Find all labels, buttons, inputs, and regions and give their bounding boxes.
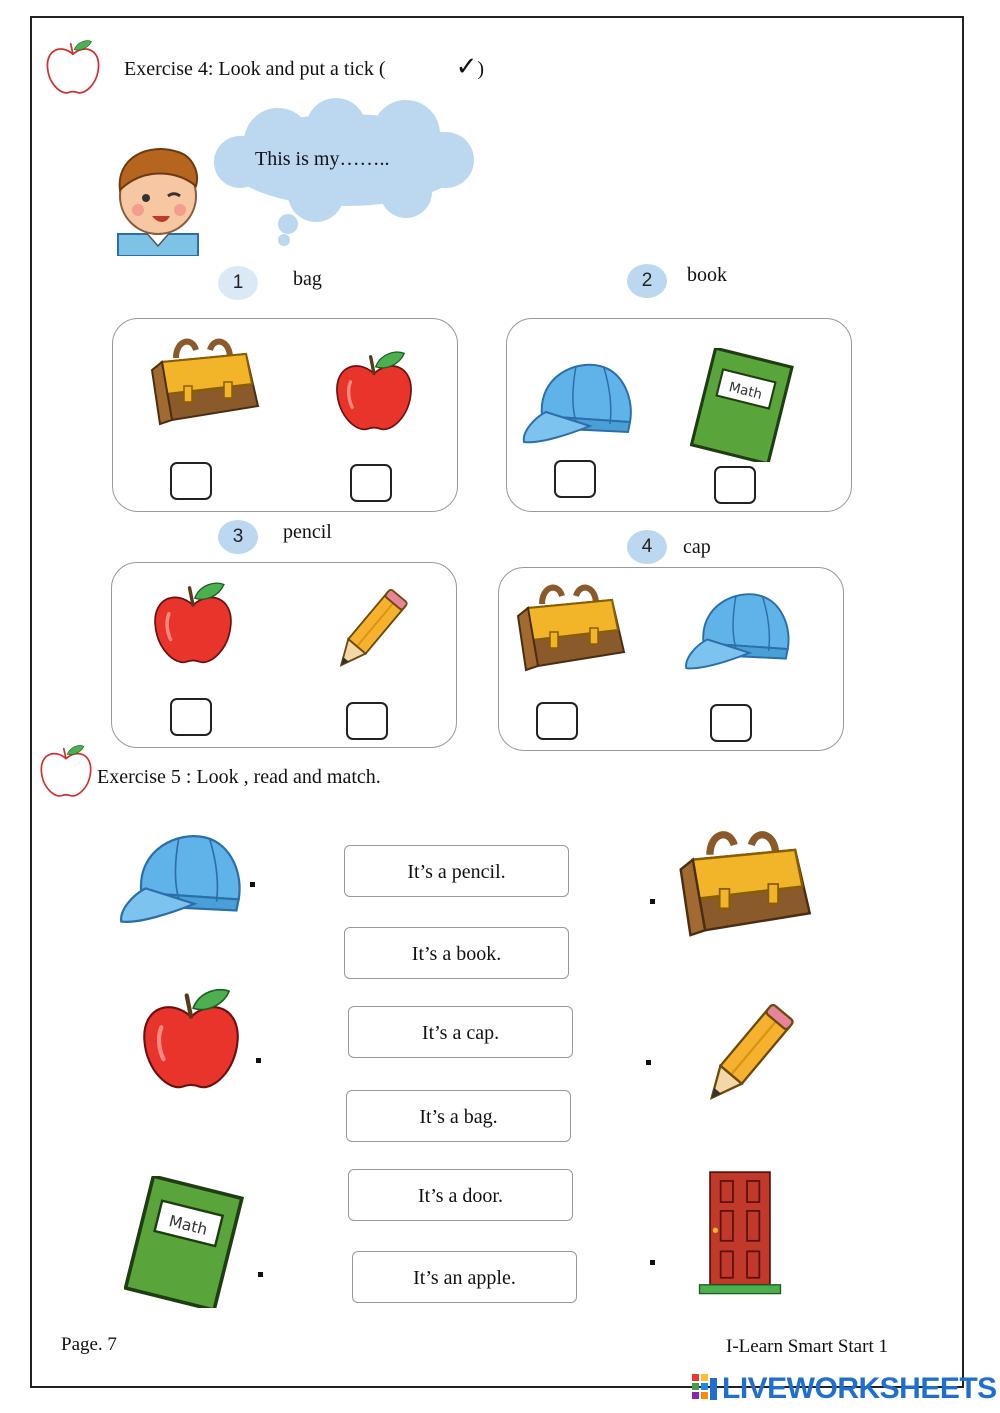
tick-box-2b[interactable] xyxy=(714,466,756,504)
item-word-1: bag xyxy=(293,268,322,290)
pencil-icon xyxy=(688,994,804,1120)
sentence-box-3[interactable]: It’s a cap. xyxy=(348,1006,573,1058)
tick-box-3b[interactable] xyxy=(346,702,388,740)
sentence-box-6[interactable]: It’s an apple. xyxy=(352,1251,577,1303)
bag-icon xyxy=(674,828,814,940)
match-dot-left-2[interactable] xyxy=(256,1058,261,1063)
book-icon xyxy=(124,1176,244,1308)
exercise-4-title: Exercise 4: Look and put a tick ( ✓) xyxy=(124,52,485,82)
match-dot-left-3[interactable] xyxy=(258,1272,263,1277)
item-word-4: cap xyxy=(683,536,711,558)
liveworksheets-logo xyxy=(692,1372,997,1406)
apple-icon xyxy=(138,982,244,1098)
tick-box-4b[interactable] xyxy=(710,704,752,742)
tick-box-4a[interactable] xyxy=(536,702,578,740)
cap-icon xyxy=(682,582,792,672)
cap-icon xyxy=(520,352,634,446)
pencil-icon xyxy=(322,582,416,682)
page-number: Page. 7 xyxy=(61,1334,117,1355)
book-title: I-Learn Smart Start 1 xyxy=(726,1336,888,1357)
item-number-2: 2 xyxy=(627,264,667,298)
check-mark-icon: ✓ xyxy=(455,52,478,82)
sentence-box-5[interactable]: It’s a door. xyxy=(348,1169,573,1221)
door-icon xyxy=(696,1158,784,1306)
book-icon xyxy=(690,348,794,462)
apple-bullet-icon xyxy=(38,740,94,802)
item-number-4: 4 xyxy=(627,530,667,564)
item-number-3: 3 xyxy=(218,520,258,554)
apple-bullet-icon xyxy=(44,36,102,98)
item-word-2: book xyxy=(687,264,727,286)
speech-text: This is my…….. xyxy=(255,148,390,170)
cap-icon xyxy=(112,822,248,926)
tick-box-1b[interactable] xyxy=(350,464,392,502)
boy-icon xyxy=(108,138,208,256)
match-dot-right-3[interactable] xyxy=(650,1260,655,1265)
match-dot-right-1[interactable] xyxy=(650,899,655,904)
sentence-box-2[interactable]: It’s a book. xyxy=(344,927,569,979)
match-dot-left-1[interactable] xyxy=(250,882,255,887)
speech-bubble xyxy=(196,98,478,248)
sentence-box-4[interactable]: It’s a bag. xyxy=(346,1090,571,1142)
sentence-box-1[interactable]: It’s a pencil. xyxy=(344,845,569,897)
liveworksheets-icon xyxy=(692,1374,718,1404)
tick-box-1a[interactable] xyxy=(170,462,212,500)
bag-icon xyxy=(148,336,260,428)
apple-icon xyxy=(150,578,236,670)
item-number-1: 1 xyxy=(218,266,258,300)
apple-icon xyxy=(332,346,416,438)
tick-box-2a[interactable] xyxy=(554,460,596,498)
exercise-5-title: Exercise 5 : Look , read and match. xyxy=(97,766,381,788)
match-dot-right-2[interactable] xyxy=(646,1060,651,1065)
item-word-3: pencil xyxy=(283,521,332,543)
tick-box-3a[interactable] xyxy=(170,698,212,736)
liveworksheets-brand: LIVEWORKSHEETS xyxy=(722,1372,997,1405)
bag-icon xyxy=(514,582,626,674)
